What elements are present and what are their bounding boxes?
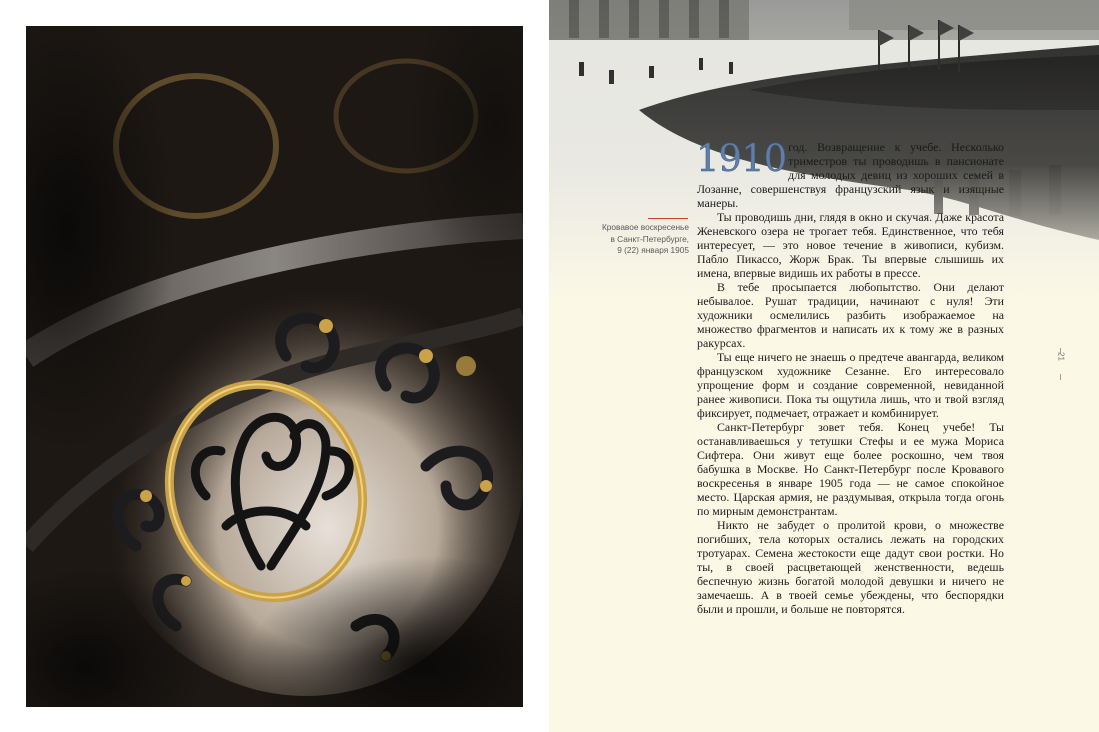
caption-line: 9 (22) января 1905 — [617, 245, 689, 255]
page-number: 21 — [1056, 352, 1066, 361]
caption-line: Кровавое воскресенье — [601, 222, 689, 232]
year-heading: 1910 — [696, 137, 787, 180]
body-text — [696, 137, 1004, 616]
paragraph-text: год. Возвращение к учебе. Несколько триместров ты проводишь в пансионате для молодых девиц из хороших семей в Лозанне, совершенствуя французский язык и изящные манеры. — [697, 140, 1004, 210]
photo-caption — [553, 222, 689, 257]
staircase-photo — [26, 26, 523, 707]
paragraph: Никто не забудет о пролитой крови, о множестве погибших, тела которых остались лежать на городских тротуарах. Семена жестокости еще дадут свои ростки. Но ты, в своей расцветающей женственности, ведешь беспечную жизнь богатой молодой девушки и ничего не замечаешь. А в твоей семье убеждены, что беспорядки были и прошли, и больше не повторятся. — [697, 518, 1004, 616]
caption-rule — [648, 218, 688, 219]
caption-line: в Санкт-Петербурге, — [610, 233, 689, 244]
paragraph: Санкт-Петербург зовет тебя. Конец учебе! Ты останавливаешься у тетушки Стефы и ее мужа Мориса Сифтера. Они живут еще более роскошно, чем твоя бабушка в Москве. Но Санкт-Петербург после Кровавого воскресенья в январе 1905 года — не самое спокойное место. Царская армия, не раздумывая, открыла тогда огонь по мирным демонстрантам. — [697, 420, 1004, 518]
page-number-rule — [1060, 374, 1061, 380]
paragraph: В тебе просыпается любопытство. Они делают небывалое. Рушат традиции, начинают с нуля! Эти художники осмелились разбить изображаемое на множество фрагментов и написать их к тому же в разных ракурсах. — [697, 280, 1004, 350]
wrought-iron-staircase-ornament-icon — [26, 26, 523, 707]
paragraph: Ты проводишь дни, глядя в окно и скучая. Даже красота Женевского озера не трогает тебя. Единственное, что тебя интересует, — это новое течение в живописи, кубизм. Пабло Пикассо, Жорж Брак. Ты впервые слышишь их имена, впервые видишь их работы в прессе. — [697, 210, 1004, 280]
paragraph — [696, 137, 1004, 210]
paragraph: Ты еще ничего не знаешь о предтече авангарда, великом французском художнике Сезанне. Его интересовало упрощение форм и создание современной, невиданной ранее живописи. Пока ты ощутила лишь, что и твой взгляд фиксирует, подмечает, отражает и комбинирует. — [697, 350, 1004, 420]
left-page — [0, 0, 549, 732]
